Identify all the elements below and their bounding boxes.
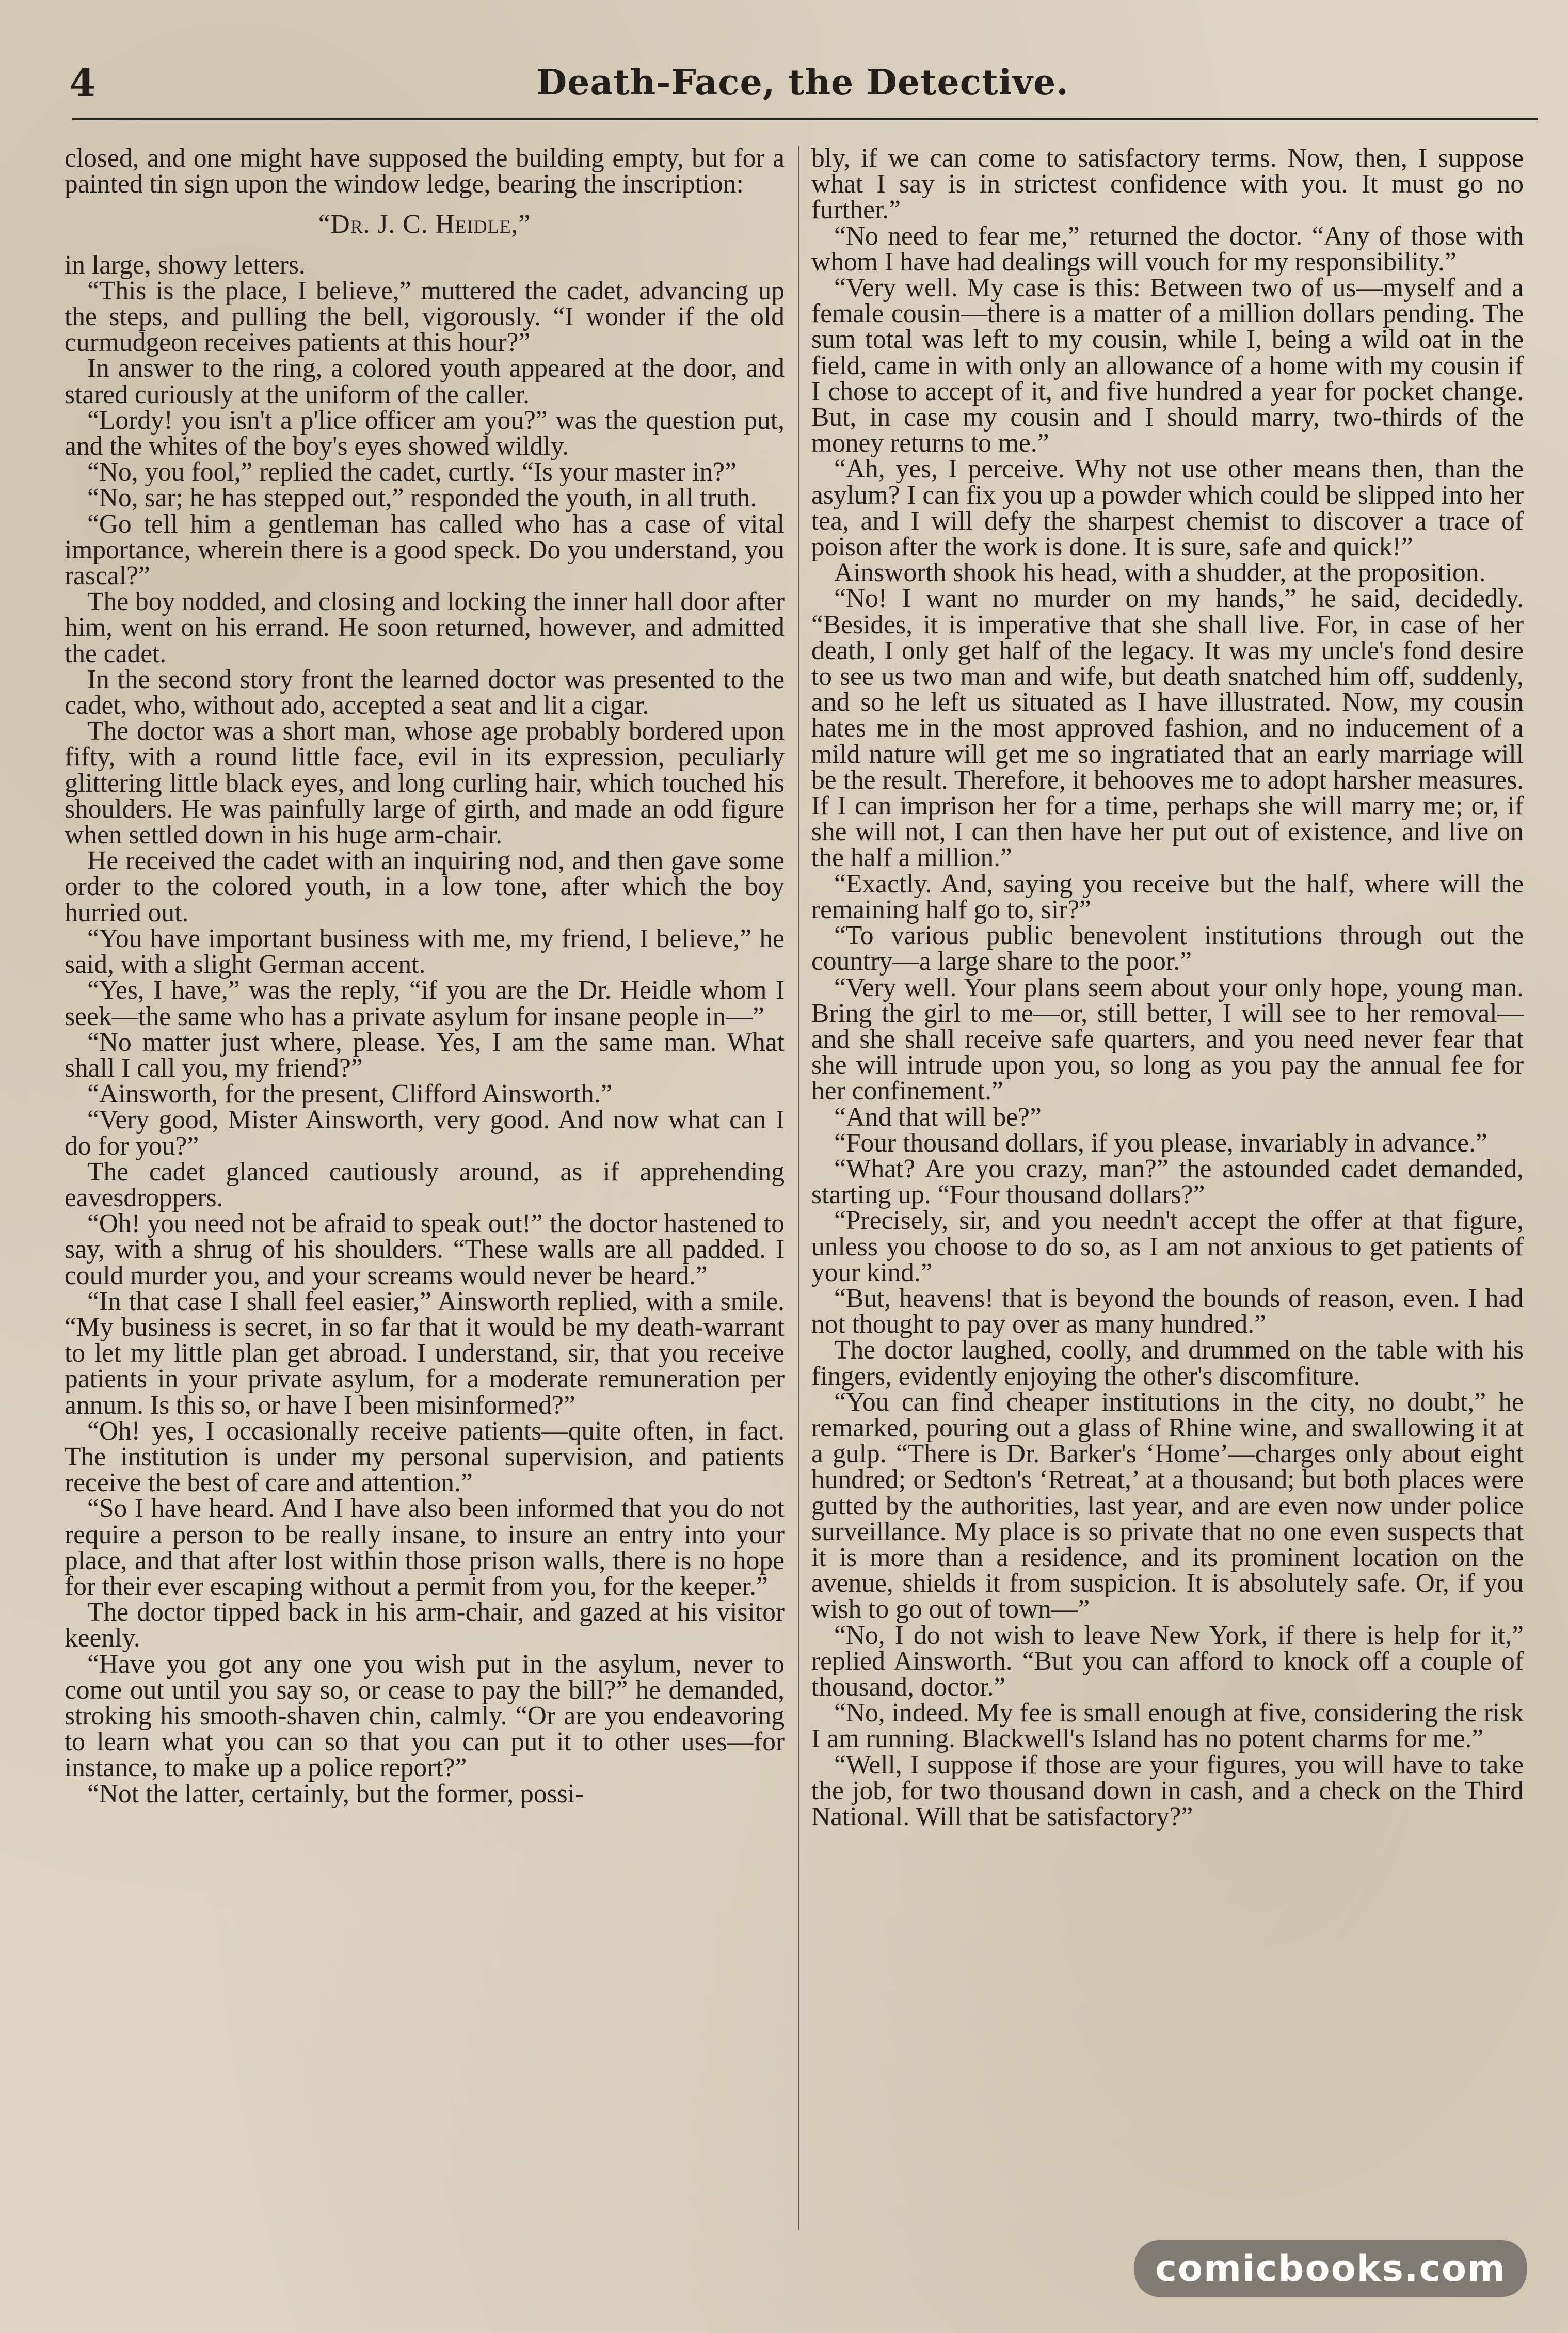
paragraph: “What? Are you crazy, man?” the astounded cadet demanded, starting up. “Four thousand dollars?” — [811, 1154, 1524, 1210]
paragraph: “So I have heard. And I have also been informed that you do not require a person to be really insane, to insure an entry into your place, and that after lost within those prison walls, there is no hope for their ever escaping without a permit from you, for the keeper.” — [65, 1494, 785, 1601]
sign-inscription: “Dr. J. C. Heidle,” — [318, 210, 531, 239]
running-title: Death-Face, the Detective. — [536, 62, 1069, 103]
paragraph: “Oh! yes, I occasionally receive patients—quite often, in fact. The institution is under my personal supervision, and patients receive the best of care and attention.” — [65, 1416, 785, 1498]
column-divider — [798, 146, 799, 2230]
paragraph: “No matter just where, please. Yes, I am the same man. What shall I call you, my friend?” — [65, 1027, 785, 1083]
paragraph: “Lordy! you isn't a p'lice officer am you?” was the question put, and the whites of the boy's eyes showed wildly. — [65, 405, 785, 461]
paragraph: bly, if we can come to satisfactory terms. Now, then, I suppose what I say is in strictest confidence with you. It must go no further.” — [811, 146, 1524, 225]
paragraph: “Very well. My case is this: Between two of us—myself and a female cousin—there is a matter of a million dollars pending. The sum total was left to my cousin, while I, being a wild oat in the field, came in with only an allowance of a home with my cousin if I chose to accept of it, and five hundred a year for pocket change. But, in case my cousin and I should marry, two-thirds of the money returns to me.” — [811, 273, 1524, 458]
paragraph: “Well, I suppose if those are your figures, you will have to take the job, for two thousand down in cash, and a check on the Third National. Will that be satisfactory?” — [811, 1750, 1524, 1831]
paragraph: “Ainsworth, for the present, Clifford Ainsworth.” — [87, 1079, 613, 1109]
paragraph: In the second story front the learned doctor was presented to the cadet, who, without ado, accepted a seat and lit a cigar. — [65, 664, 785, 721]
paragraph: The boy nodded, and closing and locking the inner hall door after him, went on his errand. He soon returned, however, and admitted the cadet. — [65, 587, 785, 668]
paragraph: “Yes, I have,” was the reply, “if you are the Dr. Heidle whom I seek—the same who has a private asylum for insane people in—” — [65, 976, 785, 1031]
paragraph: “But, heavens! that is beyond the bounds of reason, even. I had not thought to pay over as many hundred.” — [811, 1283, 1524, 1339]
paragraph: “Exactly. And, saying you receive but the half, where will the remaining half go to, sir?” — [811, 869, 1524, 924]
paragraph: in large, showy letters. — [65, 250, 306, 280]
paragraph: “Precisely, sir, and you needn't accept the offer at that figure, unless you choose to do so, as I am not anxious to get patients of your kind.” — [811, 1206, 1524, 1287]
paragraph: “No! I want no murder on my hands,” he said, decidedly. “Besides, it is imperative that she shall live. For, in case of her death, I only get half of the legacy. It was my uncle's fond desire to see us two man and wife, but death snatched him off, suddenly, and so he left us situated as I have illustrated. Now, my cousin hates me in the most approved fashion, and no inducement of a mild nature will get me so ingratiated that an early marriage will be the result. Therefore, it behooves me to adopt harsher measures. If I can imprison her for a time, perhaps she will marry me; or, if she will not, I can then have her put out of existence, and live on the half a million.” — [811, 584, 1524, 873]
paragraph: The doctor laughed, coolly, and drummed on the table with his fingers, evidently enjoying the other's discomfiture. — [811, 1335, 1524, 1391]
paragraph: “Go tell him a gentleman has called who has a case of vital importance, wherein there is a good speck. Do you understand, you rascal?” — [65, 509, 785, 591]
paragraph: Ainsworth shook his head, with a shudder, at the proposition. — [834, 558, 1486, 588]
paragraph: He received the cadet with an inquiring nod, and then gave some order to the colored youth, in a low tone, after which the boy hurried out. — [65, 846, 785, 928]
page-header — [67, 57, 1538, 114]
paragraph: “No, you fool,” replied the cadet, curtly. “Is your master in?” — [87, 457, 737, 487]
paragraph: The cadet glanced cautiously around, as if apprehending eavesdroppers. — [65, 1157, 785, 1212]
left-text-column — [65, 146, 785, 2230]
paragraph: “You have important business with me, my friend, I believe,” he said, with a slight German accent. — [65, 923, 785, 980]
right-text-column — [811, 146, 1524, 2230]
paragraph: “Oh! you need not be afraid to speak out!” the doctor hastened to say, with a shrug of his shoulders. “These walls are all padded. I could murder you, and your screams would never be heard.” — [65, 1209, 785, 1290]
paragraph: “To various public benevolent institutions through out the country—a large share to the poor.” — [811, 921, 1524, 977]
site-watermark: comicbooks.com — [1134, 2240, 1527, 2297]
paragraph: closed, and one might have supposed the building empty, but for a painted tin sign upon the window ledge, bearing the inscription: — [65, 146, 785, 199]
paragraph: “You can find cheaper institutions in the city, no doubt,” he remarked, pouring out a glass of Rhine wine, and swallowing it at a gulp. “There is Dr. Barker's ‘Home’—charges only about eight hundred; or Sedton's ‘Retreat,’ at a thousand; but both places were gutted by the authorities, last year, and are even now under police surveillance. My place is so private that no one even suspects that it is more than a residence, and its prominent location on the avenue, shields it from suspicion. It is absolutely safe. Or, if you wish to go out of town—” — [811, 1387, 1524, 1624]
paragraph: “Very well. Your plans seem about your only hope, young man. Bring the girl to me—or, still better, I will see to her removal—and she shall receive safe quarters, and you need never fear that she will intrude upon you, so long as you pay the annual fee for her confinement.” — [811, 972, 1524, 1106]
paragraph: “Have you got any one you wish put in the asylum, never to come out until you say so, or cease to pay the bill?” he demanded, stroking his smooth-shaven chin, calmly. “Or are you endeavoring to learn what you can so that you can put it to other uses—for instance, to make up a police report?” — [65, 1649, 785, 1783]
paragraph: The doctor tipped back in his arm-chair, and gazed at his visitor keenly. — [65, 1597, 785, 1653]
paragraph: “Ah, yes, I perceive. Why not use other means then, than the asylum? I can fix you up a powder which could be slipped into her tea, and I will defy the sharpest chemist to discover a trace of poison after the work is done. It is sure, safe and quick!” — [811, 454, 1524, 562]
header-rule — [72, 118, 1538, 120]
page-number: 4 — [69, 61, 96, 105]
paragraph: “No, indeed. My fee is small enough at five, considering the risk I am running. Blackwell's Island has no potent charms for me.” — [811, 1698, 1524, 1754]
paragraph: “Not the latter, certainly, but the former, possi- — [87, 1779, 584, 1809]
paragraph: “No, I do not wish to leave New York, if there is help for it,” replied Ainsworth. “But you can afford to knock off a couple of thousand, doctor.” — [811, 1620, 1524, 1702]
paragraph: “And that will be?” — [834, 1102, 1042, 1132]
paragraph: “Very good, Mister Ainsworth, very good. And now what can I do for you?” — [65, 1105, 785, 1161]
paragraph: In answer to the ring, a colored youth appeared at the door, and stared curiously at the uniform of the caller. — [65, 354, 785, 409]
paragraph: “Four thousand dollars, if you please, invariably in advance.” — [834, 1128, 1487, 1158]
paragraph: The doctor was a short man, whose age probably bordered upon fifty, with a round little face, evil in its expression, peculiarly glittering little black eyes, and long curling hair, which touched his shoulders. He was painfully large of girth, and made an odd figure when settled down in his huge arm-chair. — [65, 716, 785, 850]
paragraph: “In that case I shall feel easier,” Ainsworth replied, with a smile. “My business is secret, in so far that it would be my death-warrant to let my little plan get abroad. I understand, sir, that you receive patients in your private asylum, for a moderate remuneration per annum. Is this so, or have I been misinformed?” — [65, 1286, 785, 1420]
paragraph: “This is the place, I believe,” muttered the cadet, advancing up the steps, and pulling the bell, vigorously. “I wonder if the old curmudgeon receives patients at this hour?” — [65, 276, 785, 358]
paragraph: “No, sar; he has stepped out,” responded the youth, in all truth. — [87, 483, 757, 513]
paragraph: “No need to fear me,” returned the doctor. “Any of those with whom I have had dealings will vouch for my responsibility.” — [811, 221, 1524, 277]
